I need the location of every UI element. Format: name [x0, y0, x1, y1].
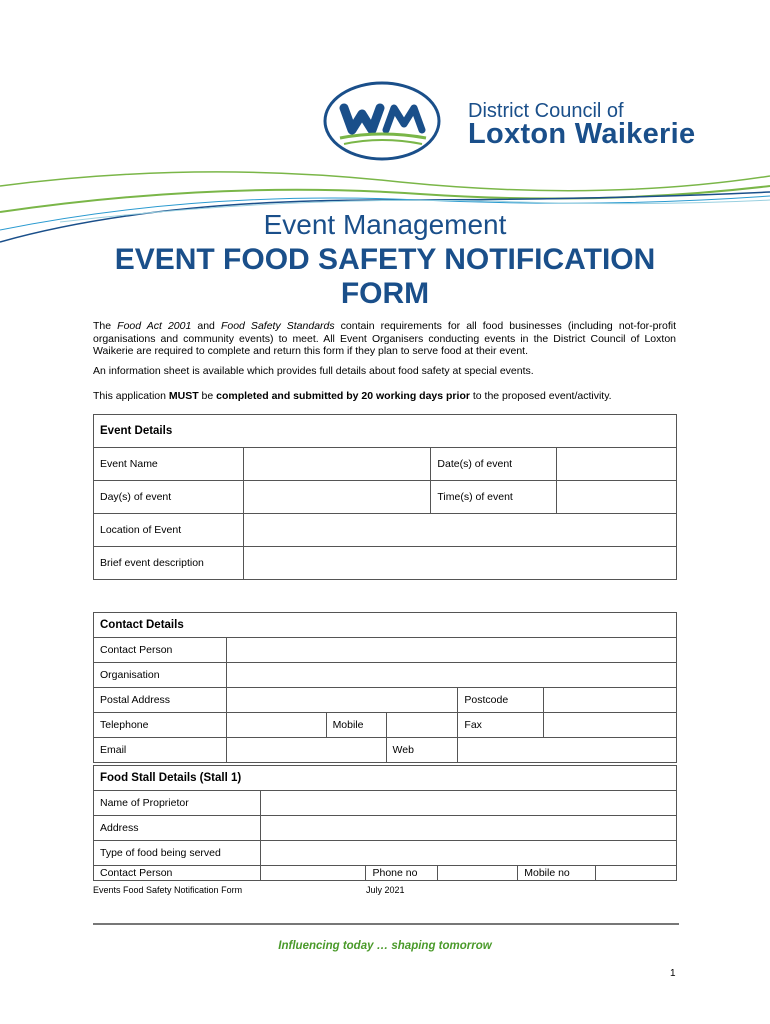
fax-field[interactable]	[544, 713, 677, 738]
stall-mobile-label: Mobile no	[518, 866, 596, 881]
intro-paragraph	[93, 320, 676, 358]
location-field[interactable]	[243, 514, 676, 547]
event-times-field[interactable]	[557, 481, 677, 514]
stall-address-label: Address	[94, 816, 261, 841]
postal-address-label: Postal Address	[94, 688, 227, 713]
stall-mobile-field[interactable]	[596, 866, 677, 881]
event-days-field[interactable]	[243, 481, 431, 514]
title-line2: FORM	[340, 277, 430, 310]
stall-contact-field[interactable]	[260, 866, 366, 881]
telephone-field[interactable]	[226, 713, 326, 738]
event-times-label: Time(s) of event	[431, 481, 557, 514]
phone-label: Phone no	[366, 866, 438, 881]
food-type-field[interactable]	[260, 841, 676, 866]
title-line1: EVENT FOOD SAFETY NOTIFICATION	[114, 243, 656, 276]
deadline-text: completed and submitted by 20 working days prior	[216, 390, 470, 402]
must-text: MUST	[168, 390, 199, 402]
organisation-field[interactable]	[226, 663, 676, 688]
proprietor-label: Name of Proprietor	[94, 791, 261, 816]
event-days-label: Day(s) of event	[94, 481, 244, 514]
event-dates-label: Date(s) of event	[431, 448, 557, 481]
standards-name: Food Safety Standards	[220, 320, 335, 332]
organisation-label: Organisation	[94, 663, 227, 688]
section-heading: Event Details	[94, 415, 677, 448]
footer-date: July 2021	[366, 885, 405, 895]
postcode-label: Postcode	[458, 688, 544, 713]
event-name-label: Event Name	[94, 448, 244, 481]
email-field[interactable]	[226, 738, 386, 763]
event-dates-field[interactable]	[557, 448, 677, 481]
description-label: Brief event description	[94, 547, 244, 580]
act-name: Food Act 2001	[117, 320, 192, 332]
text-run: This application	[93, 390, 169, 402]
food-stall-table	[93, 765, 677, 881]
postcode-field[interactable]	[544, 688, 677, 713]
document-title	[0, 243, 770, 311]
footer-tagline: Influencing today … shaping tomorrow	[278, 940, 492, 952]
email-label: Email	[94, 738, 227, 763]
description-field[interactable]	[243, 547, 676, 580]
web-field[interactable]	[458, 738, 677, 763]
event-name-field[interactable]	[243, 448, 431, 481]
proprietor-field[interactable]	[260, 791, 676, 816]
text-run: be	[198, 390, 217, 402]
fax-label: Fax	[458, 713, 544, 738]
section-heading: Contact Details	[94, 613, 677, 638]
event-details-table	[93, 414, 677, 580]
deadline-note	[93, 390, 676, 403]
web-label: Web	[386, 738, 458, 763]
council-name-line1: District Council of	[468, 100, 624, 122]
page-number: 1	[670, 968, 676, 979]
info-sheet-note: An information sheet is available which provides full details about food safety at special events.	[93, 365, 534, 377]
text-run: The	[93, 320, 118, 332]
document-subtitle: Event Management	[263, 209, 507, 240]
food-type-label: Type of food being served	[94, 841, 261, 866]
mobile-field[interactable]	[386, 713, 458, 738]
location-label: Location of Event	[94, 514, 244, 547]
contact-person-label: Contact Person	[94, 638, 227, 663]
footer-divider	[93, 923, 679, 925]
contact-details-table	[93, 612, 677, 763]
telephone-label: Telephone	[94, 713, 227, 738]
mobile-label: Mobile	[326, 713, 386, 738]
text-run: contain requirements for all food businesses (including not-for-profit organisations and community events) to meet. All Event Organisers conducting events in the District Council of Loxton Waikerie are required to complete and return this form if they plan to serve food at their event.	[93, 320, 677, 357]
footer-form-name: Events Food Safety Notification Form	[93, 885, 243, 895]
stall-address-field[interactable]	[260, 816, 676, 841]
text-run: to the proposed event/activity.	[469, 390, 612, 402]
stall-contact-label: Contact Person	[94, 866, 261, 881]
section-heading: Food Stall Details (Stall 1)	[94, 766, 677, 791]
text-run: and	[191, 320, 221, 332]
phone-field[interactable]	[438, 866, 518, 881]
council-name-line2: Loxton Waikerie	[468, 118, 696, 150]
contact-person-field[interactable]	[226, 638, 676, 663]
postal-address-field[interactable]	[226, 688, 458, 713]
